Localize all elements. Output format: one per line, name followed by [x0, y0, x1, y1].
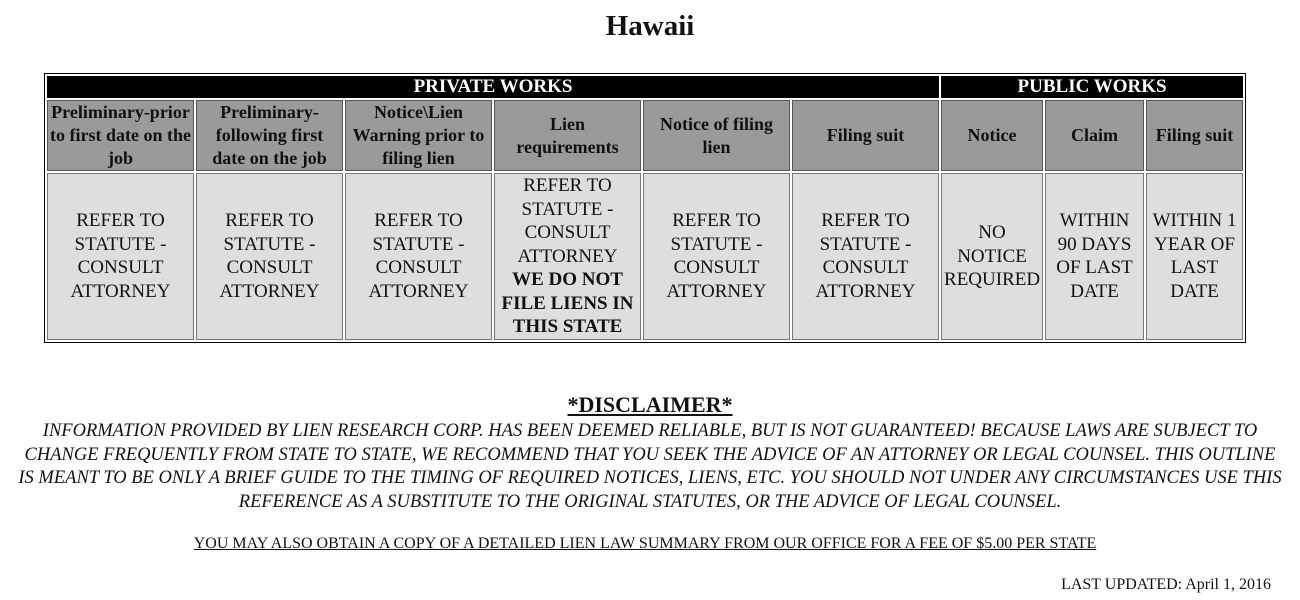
disclaimer-text: INFORMATION PROVIDED BY LIEN RESEARCH CORP. HAS BEEN DEEMED RELIABLE, BUT IS NOT GUARANTEED! BECAUSE LAWS ARE SUBJECT TO CHANGE FREQUENTLY FROM STATE TO STATE, WE RECOMMEND THAT YOU SEEK THE ADVICE OF AN ATTORNEY OR LEGAL COUNSEL. THIS OUTLINE IS MEANT TO BE ONLY A BRIEF GUIDE TO THE TIMING OF REQUIRED NOTICES, LIENS, ETC. YOU SHOULD NOT UNDER ANY CIRCUMSTANCES USE THIS REFERENCE AS A SUBSTITUTE TO THE ORIGINAL STATUTES, OR THE ADVICE OF LEGAL COUNSEL. — [18, 421, 1282, 512]
header-notice-lien-warning: Notice\Lien Warning prior to filing lien — [345, 100, 492, 171]
header-notice-of-filing-lien: Notice of filing lien — [643, 100, 790, 171]
cell-notice-of-filing-lien: REFER TO STATUTE - CONSULT ATTORNEY — [643, 173, 790, 340]
table-header-row — [47, 100, 1243, 171]
public-works-header: PUBLIC WORKS — [941, 76, 1243, 98]
cell-preliminary-following: REFER TO STATUTE - CONSULT ATTORNEY — [196, 173, 343, 340]
page-title: Hawaii — [605, 10, 695, 42]
table-group-row — [47, 76, 1243, 98]
cell-lien-requirements — [494, 173, 641, 340]
lien-table — [44, 73, 1246, 343]
header-preliminary-following: Preliminary-following first date on the job — [196, 100, 343, 171]
header-notice-public: Notice — [941, 100, 1043, 171]
header-filing-suit-public: Filing suit — [1146, 100, 1243, 171]
cell-filing-suit-public: WITHIN 1 YEAR OF LAST DATE — [1146, 173, 1243, 340]
private-works-header: PRIVATE WORKS — [47, 76, 939, 98]
disclaimer-title: *DISCLAIMER* — [567, 392, 733, 417]
table-row — [47, 173, 1243, 340]
summary-link[interactable]: YOU MAY ALSO OBTAIN A COPY OF A DETAILED LIEN LAW SUMMARY FROM OUR OFFICE FOR A FEE OF $5.00 PER STATE — [193, 535, 1097, 552]
header-preliminary-prior: Preliminary-prior to first date on the job — [47, 100, 194, 171]
cell-preliminary-prior: REFER TO STATUTE - CONSULT ATTORNEY — [47, 173, 194, 340]
cell-claim-public: WITHIN 90 DAYS OF LAST DATE — [1045, 173, 1144, 340]
cell-lien-requirements-text: REFER TO STATUTE - CONSULT ATTORNEY — [517, 175, 618, 267]
cell-notice-lien-warning: REFER TO STATUTE - CONSULT ATTORNEY — [345, 173, 492, 340]
cell-notice-public: NO NOTICE REQUIRED — [941, 173, 1043, 340]
header-filing-suit-private: Filing suit — [792, 100, 939, 171]
last-updated: LAST UPDATED: April 1, 2016 — [1061, 576, 1271, 593]
cell-filing-suit-private: REFER TO STATUTE - CONSULT ATTORNEY — [792, 173, 939, 340]
header-lien-requirements: Lien requirements — [494, 100, 641, 171]
header-claim-public: Claim — [1045, 100, 1144, 171]
lien-note: WE DO NOT FILE LIENS IN THIS STATE — [501, 269, 634, 337]
